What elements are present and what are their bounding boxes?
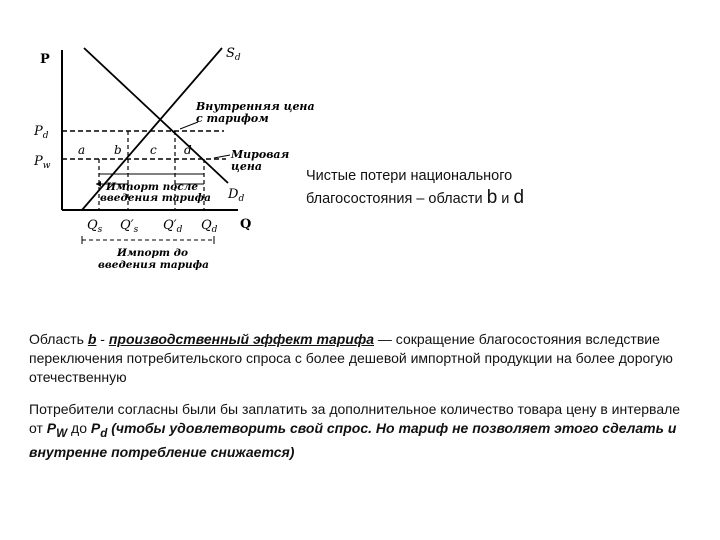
para2-emphasis: (чтобы удовлетворить свой спрос. Но тариф не позволяет этого сделать и внутренне потребление снижается) xyxy=(29,420,677,460)
demand-label: $D_d$ xyxy=(228,187,245,204)
caption-line-2: благосостояния – области b и d xyxy=(306,187,525,208)
para2-pw: $P_W$ xyxy=(46,420,68,440)
deadweight-loss-caption xyxy=(306,166,586,210)
pw-label: $P_w$ xyxy=(34,154,51,171)
import-after-note: Импорт после введения тарифа xyxy=(100,181,211,204)
para2-pd: $P_d$ xyxy=(90,420,108,440)
caption-area-b: b xyxy=(486,187,498,208)
qd-label: $Q_d$ xyxy=(201,218,218,235)
qs-label: $Q_s$ xyxy=(87,218,103,235)
caption-line-1: Чистые потери национального xyxy=(306,168,513,184)
consumer-paragraph: Потребители согласны были бы заплатить за дополнительное количество товара цену в интервале от $P_W$ до $P_d$ (чтобы удовлетворить свой спрос. Но тариф не позволяет этого сделать и внутренне потребление снижается) xyxy=(29,401,681,460)
note-world-arrow xyxy=(214,155,230,158)
production-effect-paragraph: Область b - производственный эффект тарифа — сокращение благосостояния вследствие переключения потребительского спроса с более дешевой импортной продукции на более дорогую отечественную xyxy=(29,331,673,385)
note-world-price: Мировая цена xyxy=(231,148,290,173)
pd-label: $P_d$ xyxy=(34,124,49,141)
para1-term: производственный эффект тарифа xyxy=(108,331,375,347)
note-domestic-arrow xyxy=(180,122,198,129)
axis-q-label: Q xyxy=(240,217,252,232)
note-domestic-price: Внутренняя цена с тарифом xyxy=(196,100,315,125)
area-c-label: c xyxy=(150,143,157,157)
area-d-label: d xyxy=(184,143,192,157)
supply-label: $S_d$ xyxy=(226,46,241,63)
area-a-label: a xyxy=(78,143,86,157)
qd-prime-label: $Q'_d$ xyxy=(163,218,183,235)
para1-area-b: b xyxy=(87,331,97,347)
qs-prime-label: $Q'_s$ xyxy=(120,218,139,235)
area-b-label: b xyxy=(114,143,122,157)
axis-p-label: P xyxy=(40,52,50,67)
import-before-note: Импорт до введения тарифа xyxy=(98,247,209,271)
caption-area-d: d xyxy=(513,187,525,208)
